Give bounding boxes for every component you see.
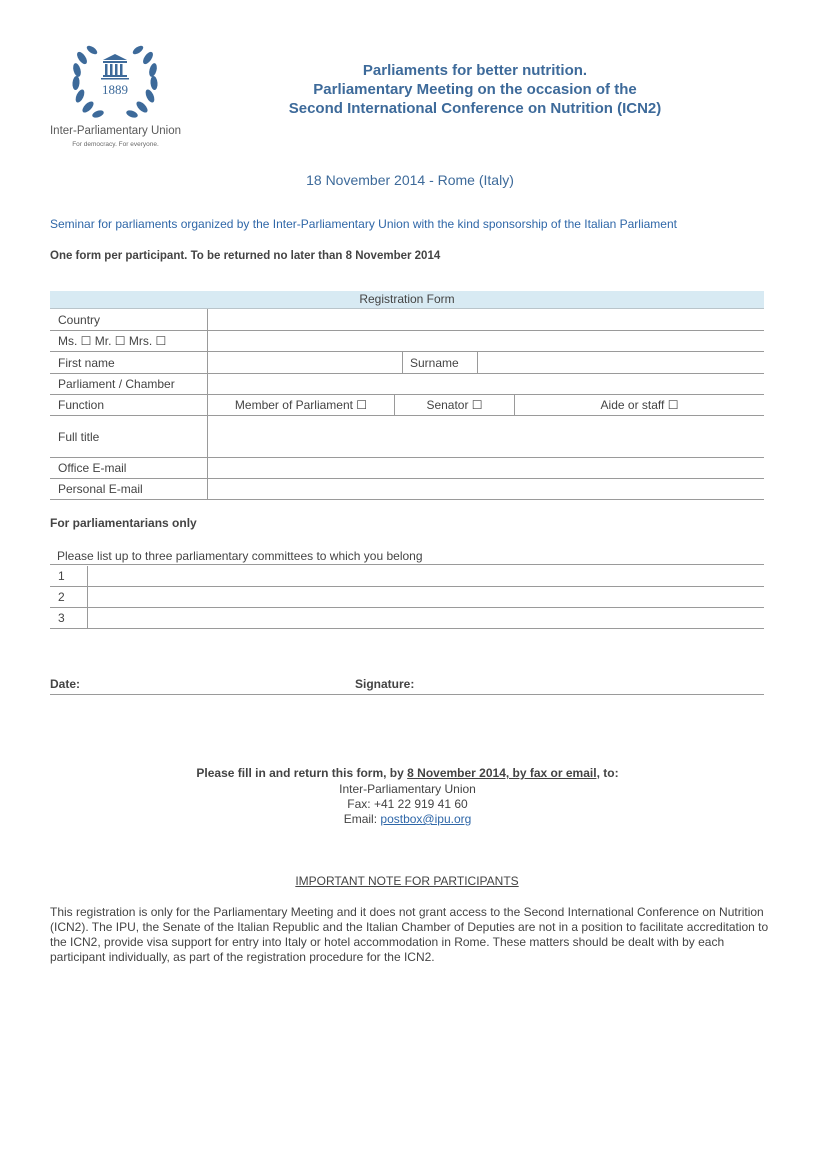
committee-row: [50, 587, 764, 608]
one-form-notice: One form per participant. To be returned no later than 8 November 2014: [50, 250, 441, 262]
salutation-checkboxes[interactable]: Ms. ☐ Mr. ☐ Mrs. ☐: [58, 334, 167, 348]
function-aide-checkbox[interactable]: Aide or staff ☐: [600, 398, 679, 412]
office-email-field[interactable]: [208, 458, 764, 478]
note-title: IMPORTANT NOTE FOR PARTICIPANTS: [295, 874, 519, 888]
office-email-row: [50, 458, 764, 479]
surname-field[interactable]: [478, 352, 764, 373]
function-label: Function: [58, 398, 105, 412]
return-fax: Fax: +41 22 919 41 60: [347, 797, 468, 811]
country-label: Country: [58, 312, 101, 327]
seminar-text: Seminar for parliaments organized by the Inter-Parliamentary Union with the kind sponsorship of the Italian Parliament: [50, 217, 677, 231]
logo-year: 1889: [102, 82, 128, 97]
date-signature-line[interactable]: [50, 694, 764, 695]
full-title-row: [50, 416, 764, 458]
full-title-field[interactable]: [208, 416, 764, 457]
committee-field-3[interactable]: [88, 608, 764, 628]
ipu-logo: [48, 38, 183, 154]
org-tagline: For democracy. For everyone.: [72, 141, 159, 148]
function-mp-checkbox[interactable]: Member of Parliament ☐: [234, 398, 368, 412]
title-line-1: Parliaments for better nutrition.: [362, 62, 588, 79]
salutation-row: [50, 331, 764, 352]
title-line-2: Parliamentary Meeting on the occasion of the: [313, 81, 637, 98]
committee-top-line: [50, 564, 764, 565]
committee-field-2[interactable]: [88, 587, 764, 607]
function-row: [50, 395, 764, 416]
name-row: [50, 352, 764, 374]
return-deadline: 8 November 2014, by fax or email,: [407, 766, 600, 780]
full-title-label: Full title: [58, 429, 100, 444]
first-name-label: First name: [58, 355, 115, 370]
signature-label: Signature:: [355, 677, 415, 691]
committee-field-1[interactable]: [88, 566, 764, 586]
return-pre: Please fill in and return this form, by: [196, 766, 408, 780]
personal-email-field[interactable]: [208, 479, 764, 499]
org-name: Inter-Parliamentary Union: [49, 125, 182, 137]
country-row: [50, 309, 764, 331]
committee-intro: Please list up to three parliamentary committees to which you belong: [57, 549, 423, 563]
committee-row: [50, 566, 764, 587]
surname-label: Surname: [410, 355, 459, 370]
office-email-label: Office E-mail: [58, 461, 127, 475]
return-instruction: [100, 766, 715, 780]
divider: [207, 331, 208, 351]
return-org: Inter-Parliamentary Union: [339, 782, 476, 796]
date-label: Date:: [50, 677, 81, 691]
note-body: This registration is only for the Parliamentary Meeting and it does not grant access to the Second International Conference on Nutrition (ICN2). The IPU, the Senate of the Italian Republic and the Italian Chamber of Deputies are not in a position to facilitate accreditation to the ICN2, provide visa support for entry into Italy or hotel accommodation in Rome. These matters should be dealt with by each participant individually, as part of the registration procedure for the ICN2.: [50, 905, 769, 964]
return-email-line: [100, 812, 715, 826]
divider: [402, 352, 403, 373]
committee-number: 3: [58, 611, 65, 625]
parliament-field[interactable]: [208, 374, 764, 394]
personal-email-label: Personal E-mail: [58, 482, 143, 496]
title-line-3: Second International Conference on Nutrition (ICN2): [288, 100, 662, 117]
email-link[interactable]: postbox@ipu.org: [380, 812, 472, 826]
registration-form-header: Registration Form: [50, 291, 764, 309]
parliament-row: [50, 374, 764, 395]
return-post: to:: [599, 766, 619, 780]
personal-email-row: [50, 479, 764, 500]
committee-number: 2: [58, 590, 65, 604]
return-email-label: Email:: [343, 812, 381, 826]
laurel-wreath-icon: [70, 38, 160, 122]
event-date: 18 November 2014 - Rome (Italy): [306, 172, 514, 188]
committee-number: 1: [58, 569, 65, 583]
committee-row: [50, 608, 764, 629]
country-field[interactable]: [208, 309, 764, 330]
function-senator-checkbox[interactable]: Senator ☐: [426, 398, 483, 412]
parliament-label: Parliament / Chamber: [58, 377, 175, 391]
parliamentarians-title: For parliamentarians only: [50, 516, 197, 530]
